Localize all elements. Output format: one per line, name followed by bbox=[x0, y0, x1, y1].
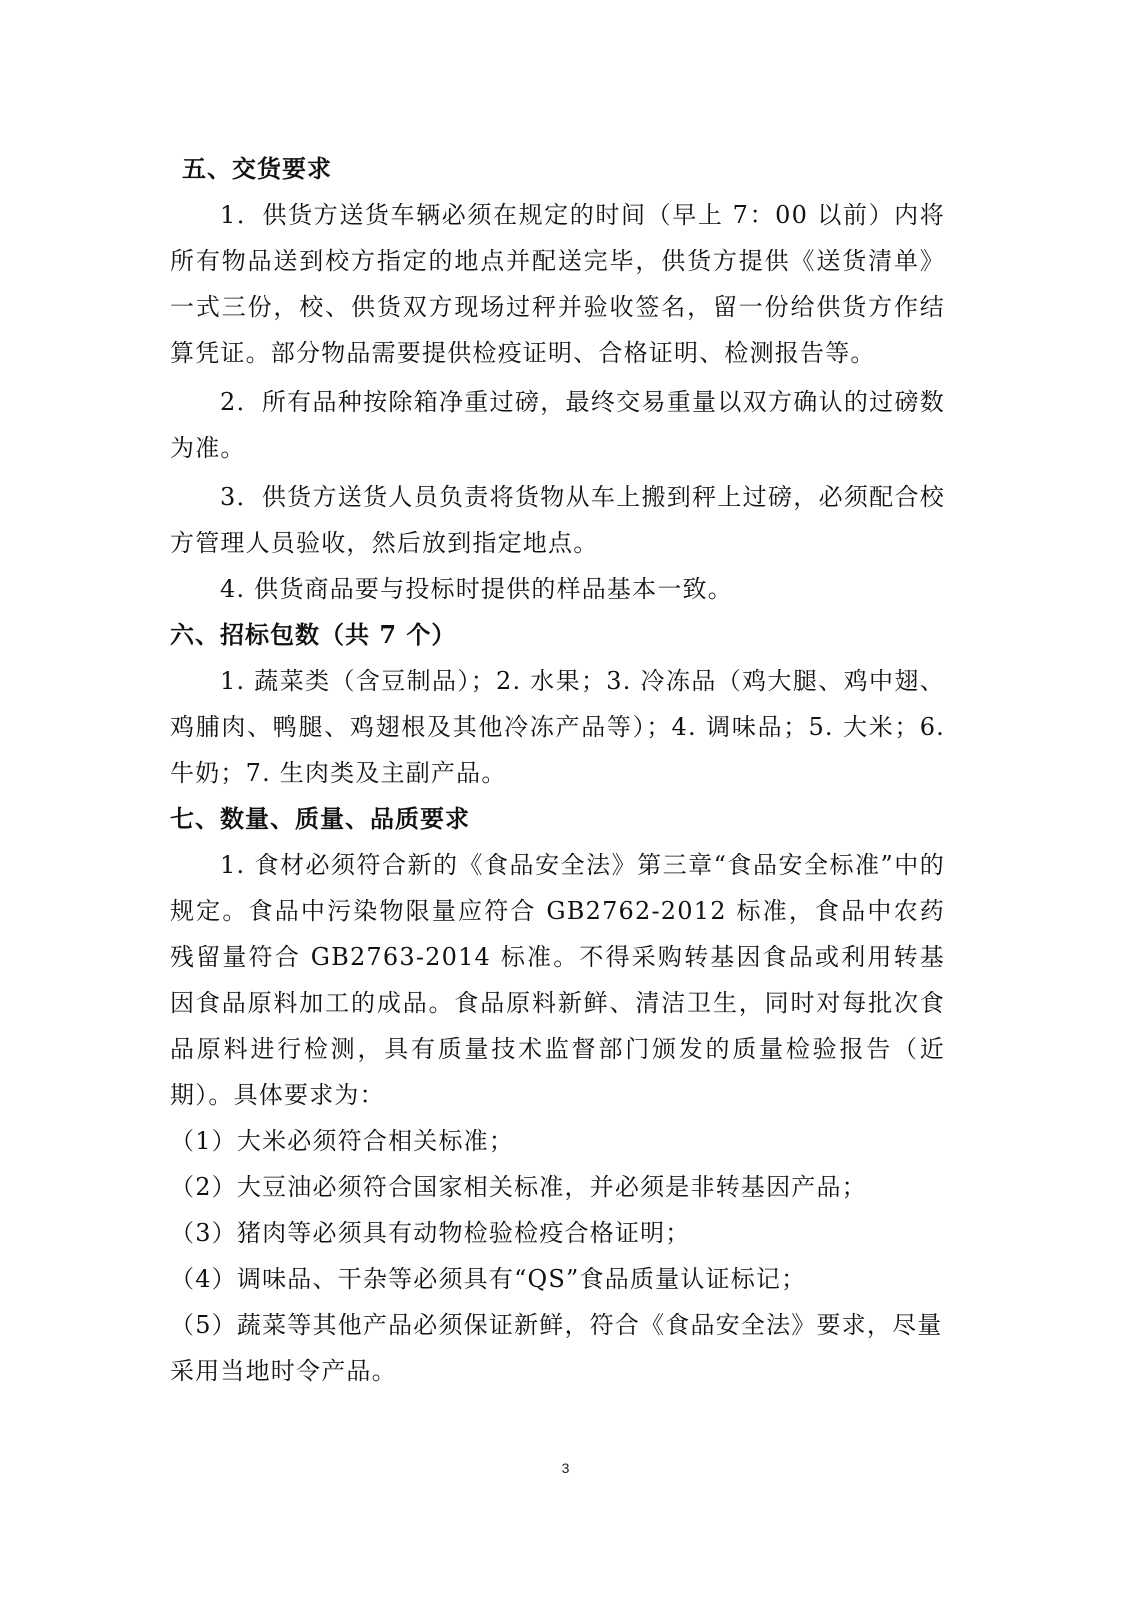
quality-item-1: （1）大米必须符合相关标准； bbox=[170, 1127, 515, 1155]
quality-item-5: （5）蔬菜等其他产品必须保证新鲜，符合《食品安全法》要求，尽量采用当地时令产品。 bbox=[170, 1311, 943, 1385]
delivery-paragraph-3: 3．供货方送货人员负责将货物从车上搬到秤上过磅，必须配合校方管理人员验收，然后放到指定地点。 bbox=[170, 483, 945, 557]
page-number: 3 bbox=[561, 1460, 570, 1476]
delivery-paragraph-2: 2．所有品种按除箱净重过磅，最终交易重量以双方确认的过磅数为准。 bbox=[170, 388, 945, 462]
section-heading-delivery: 五、交货要求 bbox=[182, 154, 332, 183]
delivery-paragraph-1: 1．供货方送货车辆必须在规定的时间（早上 7：00 以前）内将所有物品送到校方指定的地点并配送完毕，供货方提供《送货清单》一式三份，校、供货双方现场过秤并验收签名，留一份给供货方作结算凭证。部分物品需要提供检疫证明、合格证明、检测报告等。 bbox=[170, 201, 945, 367]
quality-item-4: （4）调味品、干杂等必须具有“QS”食品质量认证标记； bbox=[170, 1265, 807, 1293]
delivery-paragraph-4: 4. 供货商品要与投标时提供的样品基本一致。 bbox=[220, 575, 733, 603]
quality-item-2: （2）大豆油必须符合国家相关标准，并必须是非转基因产品； bbox=[170, 1173, 867, 1201]
quality-paragraph: 1. 食材必须符合新的《食品安全法》第三章“食品安全标准”中的规定。食品中污染物限量应符合 GB2762-2012 标准，食品中农药残留量符合 GB2763-2014 标准。不得采购转基因食品或利用转基因食品原料加工的成品。食品原料新鲜、清洁卫生，同时对每批次食品原料进行检测，具有质量技术监督部门颁发的质量检验报告（近期）。具体要求为： bbox=[170, 851, 945, 1109]
section-heading-quality: 七、数量、质量、品质要求 bbox=[170, 804, 470, 833]
quality-item-3: （3）猪肉等必须具有动物检验检疫合格证明； bbox=[170, 1219, 691, 1247]
section-heading-packages: 六、招标包数（共 7 个） bbox=[170, 620, 457, 649]
packages-paragraph: 1. 蔬菜类（含豆制品）；2. 水果；3. 冷冻品（鸡大腿、鸡中翅、鸡脯肉、鸭腿、鸡翅根及其他冷冻产品等）；4. 调味品；5. 大米；6. 牛奶；7. 生肉类及主副产品。 bbox=[170, 667, 945, 787]
page-body bbox=[170, 146, 945, 1394]
